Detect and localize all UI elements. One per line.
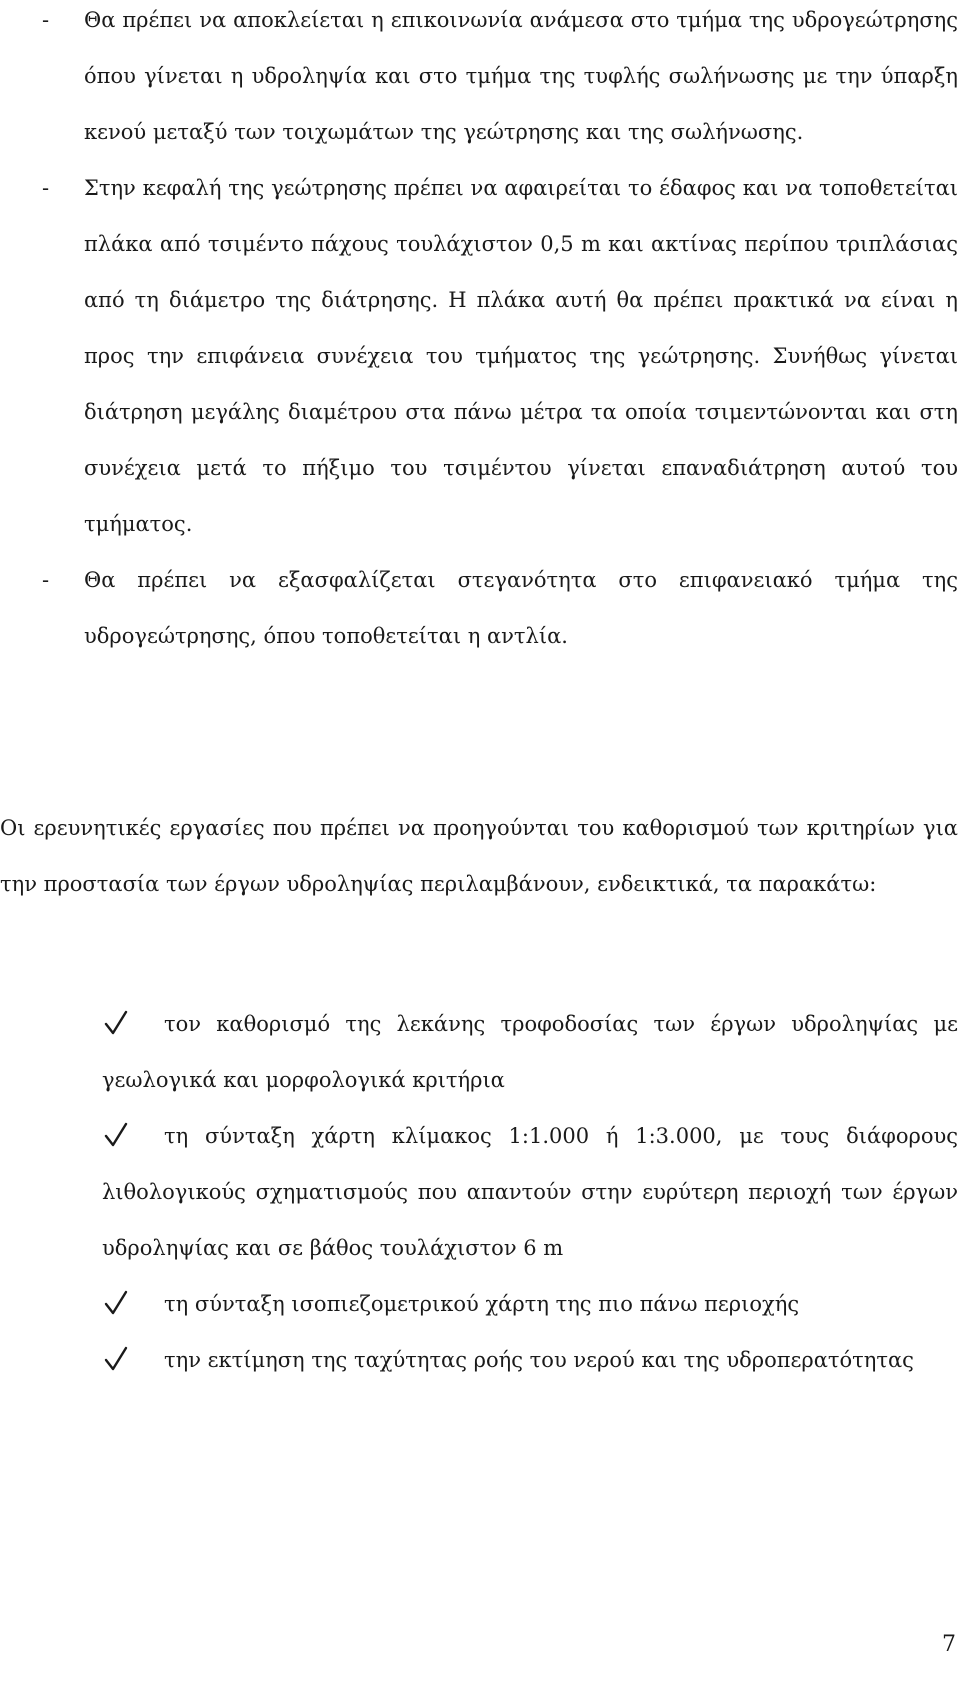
dash-marker: -: [42, 176, 50, 200]
list-item-text: τη σύνταξη χάρτη κλίμακος 1:1.000 ή 1:3.000, με τους διάφορους λιθολογικούς σχηματισμούς που απαντούν στην ευρύτερη περιοχή των έργων υδροληψίας και σε βάθος τουλάχιστον 6 m: [102, 1124, 958, 1260]
list-item: [0, 996, 960, 1108]
list-item-text: τη σύνταξη ισοπιεζομετρικού χάρτη της πιο πάνω περιοχής: [164, 1292, 800, 1316]
dash-marker: -: [42, 8, 50, 32]
list-item-text: Θα πρέπει να αποκλείεται η επικοινωνία ανάμεσα στο τμήμα της υδρογεώτρησης όπου γίνεται η υδροληψία και στο τμήμα της τυφλής σωλήνωσης με την ύπαρξη κενού μεταξύ των τοιχωμάτων της γεώτρησης και της σωλήνωσης.: [84, 8, 958, 144]
list-item-text: Θα πρέπει να εξασφαλίζεται στεγανότητα στο επιφανειακό τμήμα της υδρογεώτρησης, όπου τοποθετείται η αντλία.: [84, 568, 958, 648]
list-item: [0, 1108, 960, 1276]
list-item-text: Στην κεφαλή της γεώτρησης πρέπει να αφαιρείται το έδαφος και να τοποθετείται πλάκα από τσιμέντο πάχους τουλάχιστον 0,5 m και ακτίνας περίπου τριπλάσιας από τη διάμετρο της διάτρησης. Η πλάκα αυτή θα πρέπει πρακτικά να είναι η προς την επιφάνεια συνέχεια του τμήματος της γεώτρησης. Συνήθως γίνεται διάτρηση μεγάλης διαμέτρου στα πάνω μέτρα τα οποία τσιμεντώνονται και στη συνέχεια μετά το πήξιμο του τσιμέντου γίνεται επαναδιάτρηση αυτού του τμήματος.: [84, 176, 958, 536]
check-mark-icon: [104, 1122, 128, 1148]
list-item: [0, 1332, 960, 1388]
check-mark-icon: [104, 1290, 128, 1316]
page-number: 7: [942, 1632, 956, 1657]
check-mark-icon: [104, 1010, 128, 1036]
list-item-text: τον καθορισμό της λεκάνης τροφοδοσίας των έργων υδροληψίας με γεωλογικά και μορφολογικά κριτήρια: [102, 1012, 958, 1092]
dash-marker: -: [42, 568, 50, 592]
check-mark-icon: [104, 1346, 128, 1372]
list-item: [0, 552, 960, 664]
list-item: [0, 1276, 960, 1332]
check-list: [0, 996, 960, 1388]
dash-list: [0, 0, 960, 664]
list-item: [0, 0, 960, 160]
intro-paragraph: Οι ερευνητικές εργασίες που πρέπει να προηγούνται του καθορισμού των κριτηρίων για την προστασία των έργων υδροληψίας περιλαμβάνουν, ενδεικτικά, τα παρακάτω:: [0, 816, 958, 896]
list-item-text: την εκτίμηση της ταχύτητας ροής του νερού και της υδροπερατότητας: [164, 1348, 914, 1372]
list-item: [0, 160, 960, 552]
